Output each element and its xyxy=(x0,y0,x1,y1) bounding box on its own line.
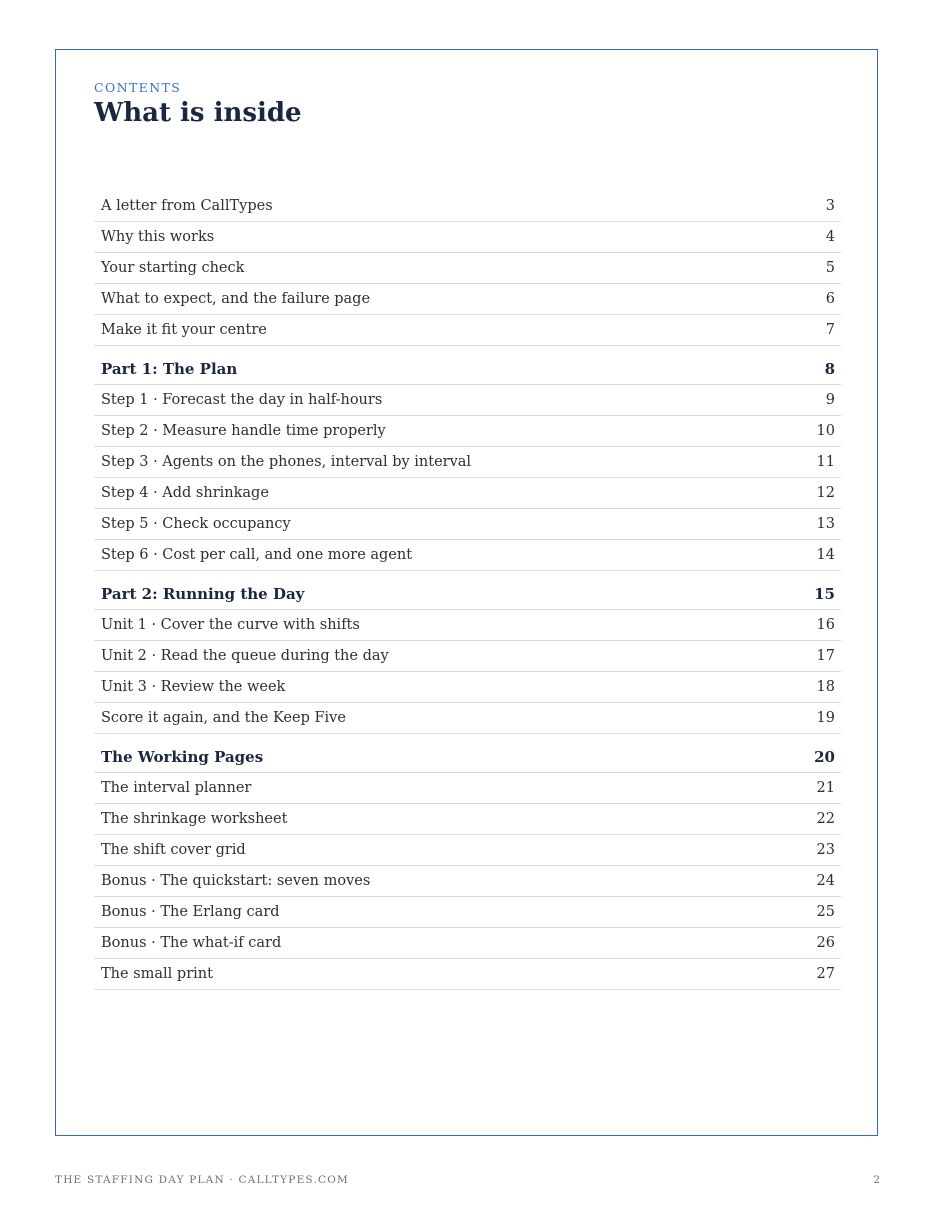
footer-running-title: THE STAFFING DAY PLAN · CALLTYPES.COM xyxy=(55,1174,349,1186)
toc-entry-page-number: 24 xyxy=(816,873,835,889)
toc-entry-page-number: 26 xyxy=(816,935,835,951)
toc-entry[interactable] xyxy=(94,672,841,703)
toc-entry[interactable] xyxy=(94,385,841,416)
contents-frame xyxy=(55,49,878,1136)
toc-entry-label: Step 4 · Add shrinkage xyxy=(101,485,269,501)
toc-entry-label: Bonus · The Erlang card xyxy=(101,904,280,920)
page-title: What is inside xyxy=(94,98,302,128)
toc-entry-page-number: 16 xyxy=(816,617,835,633)
toc-entry[interactable] xyxy=(94,928,841,959)
toc-entry-label: Your starting check xyxy=(101,260,245,276)
toc-entry[interactable] xyxy=(94,866,841,897)
toc-entry-label: Step 2 · Measure handle time properly xyxy=(101,423,386,439)
toc-entry-page-number: 5 xyxy=(825,260,835,276)
toc-entry-label: Step 3 · Agents on the phones, interval by interval xyxy=(101,454,472,470)
toc-entry[interactable] xyxy=(94,253,841,284)
toc-entry[interactable] xyxy=(94,773,841,804)
toc-entry-label: Unit 3 · Review the week xyxy=(101,679,286,695)
toc-entry-page-number: 11 xyxy=(816,454,835,470)
toc-entry[interactable] xyxy=(94,897,841,928)
toc-entry-label: What to expect, and the failure page xyxy=(101,291,371,307)
toc-entry[interactable] xyxy=(94,610,841,641)
toc-entry[interactable] xyxy=(94,641,841,672)
footer-page-number: 2 xyxy=(873,1174,880,1186)
toc-entry[interactable] xyxy=(94,315,841,346)
toc-entry[interactable] xyxy=(94,804,841,835)
toc-entry[interactable] xyxy=(94,703,841,734)
toc-entry[interactable] xyxy=(94,222,841,253)
toc-entry-page-number: 25 xyxy=(816,904,835,920)
toc-entry[interactable] xyxy=(94,835,841,866)
toc-entry-label: The interval planner xyxy=(101,780,252,796)
toc-entry-page-number: 9 xyxy=(825,392,835,408)
toc-entry-page-number: 27 xyxy=(816,966,835,982)
toc-entry-label: Why this works xyxy=(101,229,215,245)
toc-entry-page-number: 18 xyxy=(816,679,835,695)
toc-entry[interactable] xyxy=(94,540,841,571)
toc-entry-label: Part 1: The Plan xyxy=(101,360,238,378)
toc-entry-label: The shift cover grid xyxy=(101,842,246,858)
toc-entry-label: Step 6 · Cost per call, and one more agent xyxy=(101,547,413,563)
toc-entry[interactable] xyxy=(94,416,841,447)
toc-entry-label: A letter from CallTypes xyxy=(101,198,273,214)
table-of-contents xyxy=(94,191,841,990)
toc-entry[interactable] xyxy=(94,284,841,315)
toc-entry-page-number: 12 xyxy=(816,485,835,501)
toc-entry-page-number: 19 xyxy=(816,710,835,726)
toc-entry-page-number: 7 xyxy=(825,322,835,338)
toc-entry-page-number: 22 xyxy=(816,811,835,827)
toc-entry-page-number: 14 xyxy=(816,547,835,563)
toc-entry-page-number: 3 xyxy=(825,198,835,214)
toc-entry-label: Bonus · The quickstart: seven moves xyxy=(101,873,371,889)
toc-entry[interactable] xyxy=(94,509,841,540)
toc-entry[interactable] xyxy=(94,447,841,478)
toc-entry-label: The small print xyxy=(101,966,213,982)
toc-entry-label: Score it again, and the Keep Five xyxy=(101,710,346,726)
toc-section-heading[interactable] xyxy=(94,346,841,385)
toc-entry-label: The Working Pages xyxy=(101,748,264,766)
toc-entry-label: Bonus · The what-if card xyxy=(101,935,282,951)
toc-entry-page-number: 15 xyxy=(814,585,835,603)
toc-entry-page-number: 23 xyxy=(816,842,835,858)
toc-entry-page-number: 8 xyxy=(824,360,835,378)
toc-entry-label: Unit 2 · Read the queue during the day xyxy=(101,648,389,664)
toc-entry[interactable] xyxy=(94,478,841,509)
toc-entry-page-number: 21 xyxy=(816,780,835,796)
toc-entry-label: Unit 1 · Cover the curve with shifts xyxy=(101,617,360,633)
toc-section-heading[interactable] xyxy=(94,734,841,773)
toc-entry-page-number: 4 xyxy=(825,229,835,245)
toc-section-heading[interactable] xyxy=(94,571,841,610)
section-eyebrow: CONTENTS xyxy=(94,80,182,95)
toc-entry-label: The shrinkage worksheet xyxy=(101,811,288,827)
toc-entry-label: Part 2: Running the Day xyxy=(101,585,305,603)
toc-entry-label: Step 5 · Check occupancy xyxy=(101,516,291,532)
toc-entry-label: Step 1 · Forecast the day in half-hours xyxy=(101,392,383,408)
toc-entry-page-number: 13 xyxy=(816,516,835,532)
toc-entry-page-number: 17 xyxy=(816,648,835,664)
toc-entry-page-number: 6 xyxy=(825,291,835,307)
toc-entry[interactable] xyxy=(94,959,841,990)
toc-entry-label: Make it fit your centre xyxy=(101,322,267,338)
toc-entry[interactable] xyxy=(94,191,841,222)
toc-entry-page-number: 10 xyxy=(816,423,835,439)
toc-entry-page-number: 20 xyxy=(814,748,835,766)
